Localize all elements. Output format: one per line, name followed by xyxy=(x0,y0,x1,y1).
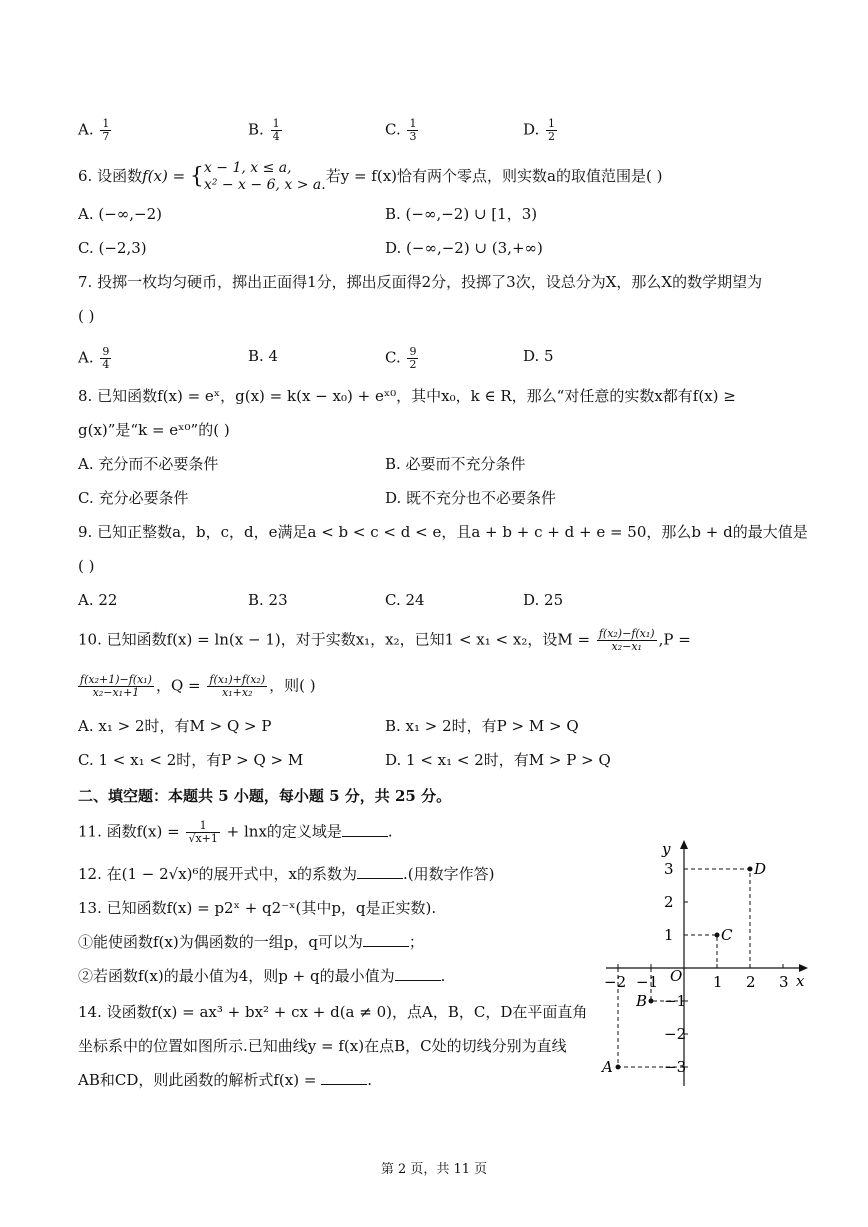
q9-option-c: C. 24 xyxy=(385,591,425,609)
q13-part-2 xyxy=(78,966,445,986)
denominator: x₂−x₁ xyxy=(611,640,642,653)
numerator: 9 xyxy=(102,345,110,358)
q8-option-d: D. 既不充分也不必要条件 xyxy=(385,489,557,507)
option-label: D. xyxy=(523,120,545,139)
fraction xyxy=(271,118,282,143)
q5-option-b xyxy=(248,118,284,143)
denominator: √x+1 xyxy=(188,832,218,845)
denominator: 3 xyxy=(409,130,417,143)
x-tick-label: −2 xyxy=(604,973,627,991)
q11-prefix: 11. 函数f(x) = xyxy=(78,822,185,841)
fraction-m xyxy=(597,628,657,653)
section-heading: 二、填空题：本题共 5 小题，每小题 5 分，共 25 分。 xyxy=(78,787,452,805)
option-label: C. xyxy=(385,348,406,367)
q5-option-a xyxy=(78,118,113,143)
q10-option-b: B. x₁ > 2时，有P > M > Q xyxy=(385,717,579,735)
q9-stem: 9. 已知正整数a，b，c，d，e满足a < b < c < d < e，且a + b + c + d + e = 50，那么b + d的最大值是 xyxy=(78,523,808,541)
numerator: f(x₂+1)−f(x₁) xyxy=(80,673,152,686)
q9-paren: ( ) xyxy=(78,557,95,575)
q14-end: . xyxy=(367,1071,372,1089)
point-b-label: B xyxy=(636,992,648,1010)
q6-option-c: C. (−2,3) xyxy=(78,239,147,257)
q6-option-b: B. (−∞,−2) ∪ [1，3) xyxy=(385,205,538,223)
denominator: 2 xyxy=(548,130,556,143)
q6-option-d: D. (−∞,−2) ∪ (3,+∞) xyxy=(385,239,543,257)
q13-part-2-text: ②若函数f(x)的最小值为4，则p + q的最小值为 xyxy=(78,967,395,985)
q10-option-c: C. 1 < x₁ < 2时，有P > Q > M xyxy=(78,751,304,769)
y-tick-label: −2 xyxy=(664,1025,687,1043)
numerator: 1 xyxy=(102,117,110,130)
x-tick-label: 3 xyxy=(779,973,789,991)
numerator: 1 xyxy=(548,117,556,130)
q8-option-a: A. 充分而不必要条件 xyxy=(78,455,219,473)
point-a-label: A xyxy=(602,1058,613,1076)
y-tick-label: 1 xyxy=(664,926,674,944)
numerator: 1 xyxy=(409,117,417,130)
q14-stem: 14. 设函数f(x) = ax³ + bx² + cx + d(a ≠ 0)，点A，B，C，D在平面直角 xyxy=(78,1003,588,1021)
q7-option-b: B. 4 xyxy=(248,347,279,365)
x-tick-label: 2 xyxy=(746,973,756,991)
q6-stem xyxy=(78,160,662,194)
q13-part-2-end: . xyxy=(440,967,446,985)
fraction xyxy=(546,118,557,143)
fraction xyxy=(100,346,111,371)
fraction xyxy=(186,820,219,845)
option-label: C. xyxy=(385,120,406,139)
q13-part-1-text: ①能使函数f(x)为偶函数的一组p，q可以为 xyxy=(78,933,363,951)
numerator: 1 xyxy=(272,117,280,130)
answer-blank xyxy=(363,932,409,947)
q7-option-a xyxy=(78,346,113,371)
y-tick-label: 3 xyxy=(664,860,674,878)
answer-blank xyxy=(357,864,403,879)
point-a xyxy=(616,1065,621,1070)
q13-stem: 13. 已知函数f(x) = p2ˣ + q2⁻ˣ(其中p，q是正实数). xyxy=(78,899,437,917)
q12-text: 12. 在(1 − 2√x)⁶的展开式中，x的系数为 xyxy=(78,865,358,883)
q10-option-d: D. 1 < x₁ < 2时，有M > P > Q xyxy=(385,751,611,769)
q8-option-b: B. 必要而不充分条件 xyxy=(385,455,526,473)
y-tick-label: −1 xyxy=(664,992,687,1010)
x-axis-arrow-icon xyxy=(799,964,808,972)
q14-stem-end xyxy=(78,1070,372,1090)
q6-suffix: 若y = f(x)恰有两个零点，则实数a的取值范围是( ) xyxy=(325,167,663,185)
q10-text-4: ，则( ) xyxy=(269,676,316,695)
point-c-label: C xyxy=(721,926,733,944)
denominator: x₁+x₂ xyxy=(222,686,253,699)
q9-option-a: A. 22 xyxy=(78,591,118,609)
q8-stem: 8. 已知函数f(x) = eˣ，g(x) = k(x − x₀) + eˣ⁰，其中x₀，k ∈ R，那么“对任意的实数x都有f(x) ≥ xyxy=(78,387,736,405)
point-b xyxy=(649,999,654,1004)
option-label: A. xyxy=(78,120,99,139)
q7-option-c xyxy=(385,346,420,371)
q12-end: .(用数字作答) xyxy=(403,865,495,883)
q6-prefix: 6. 设函数 xyxy=(78,167,143,185)
q6-option-a: A. (−∞,−2) xyxy=(78,205,163,223)
x-tick-label: −1 xyxy=(636,973,659,991)
point-d-label: D xyxy=(754,860,767,878)
piecewise-case-2: x² − x − 6, x > a. xyxy=(203,177,326,193)
y-tick-label: 2 xyxy=(664,893,674,911)
q13-part-1 xyxy=(78,932,424,952)
q10-text-2: ,P = xyxy=(658,630,691,649)
x-axis-label: x xyxy=(796,972,805,990)
piecewise-case-1: x − 1, x ≤ a, xyxy=(203,160,292,176)
y-axis-arrow-icon xyxy=(680,840,688,849)
fraction xyxy=(407,346,418,371)
q10-text: 10. 已知函数f(x) = ln(x − 1)，对于实数x₁，x₂，已知1 < x₁ < x₂，设M = xyxy=(78,630,595,649)
q12-stem xyxy=(78,864,495,884)
q5-option-d xyxy=(523,118,559,143)
q6-function: f(x) = xyxy=(142,167,190,185)
option-label: B. xyxy=(248,120,269,139)
fraction xyxy=(100,118,111,143)
q11-stem xyxy=(78,820,393,845)
answer-blank xyxy=(395,966,441,981)
x-tick-label: 1 xyxy=(713,973,723,991)
q14-text: AB和CD，则此函数的解析式f(x) = xyxy=(78,1071,322,1089)
answer-blank xyxy=(321,1070,367,1085)
fraction xyxy=(407,118,418,143)
q11-end: . xyxy=(387,822,393,841)
denominator: 2 xyxy=(409,358,417,371)
fraction-p xyxy=(78,674,154,699)
q10-option-a: A. x₁ > 2时，有M > Q > P xyxy=(78,717,272,735)
denominator: 7 xyxy=(102,130,110,143)
q8-stem-cont: g(x)”是“k = eˣ⁰”的( ) xyxy=(78,421,230,439)
option-label: A. xyxy=(78,348,99,367)
q9-option-d: D. 25 xyxy=(523,591,564,609)
brace-icon: { xyxy=(189,164,204,189)
q10-stem xyxy=(78,628,691,653)
q7-option-d: D. 5 xyxy=(523,347,554,365)
denominator: 4 xyxy=(272,130,280,143)
y-axis-label: y xyxy=(662,840,671,858)
denominator: 4 xyxy=(102,358,110,371)
y-tick-label: −3 xyxy=(664,1058,687,1076)
numerator: f(x₂)−f(x₁) xyxy=(598,627,655,640)
coordinate-figure xyxy=(596,834,818,1094)
numerator: f(x₁)+f(x₂) xyxy=(209,673,266,686)
page-footer: 第 2 页，共 11 页 xyxy=(380,1162,488,1177)
q10-stem-cont xyxy=(78,674,316,699)
guide-c xyxy=(684,935,717,968)
q8-option-c: C. 充分必要条件 xyxy=(78,489,189,507)
numerator: 1 xyxy=(186,820,219,833)
fraction-q xyxy=(207,674,267,699)
q7-paren: ( ) xyxy=(78,307,95,325)
point-d xyxy=(748,867,753,872)
piecewise xyxy=(204,160,326,194)
q9-option-b: B. 23 xyxy=(248,591,288,609)
q13-part-1-end: ； xyxy=(408,933,424,951)
q11-suffix: + lnx的定义域是 xyxy=(221,822,342,841)
denominator: x₂−x₁+1 xyxy=(92,686,140,699)
q14-stem-cont: 坐标系中的位置如图所示.已知曲线y = f(x)在点B，C处的切线分别为直线 xyxy=(78,1037,567,1055)
q10-text-3: ，Q = xyxy=(155,676,206,695)
point-c xyxy=(715,933,720,938)
numerator: 9 xyxy=(409,345,417,358)
origin-label: O xyxy=(670,967,683,985)
q5-option-c xyxy=(385,118,420,143)
q7-stem: 7. 投掷一枚均匀硬币，掷出正面得1分，掷出反面得2分，投掷了3次，设总分为X，那么X的数学期望为 xyxy=(78,273,763,291)
answer-blank xyxy=(342,822,388,837)
